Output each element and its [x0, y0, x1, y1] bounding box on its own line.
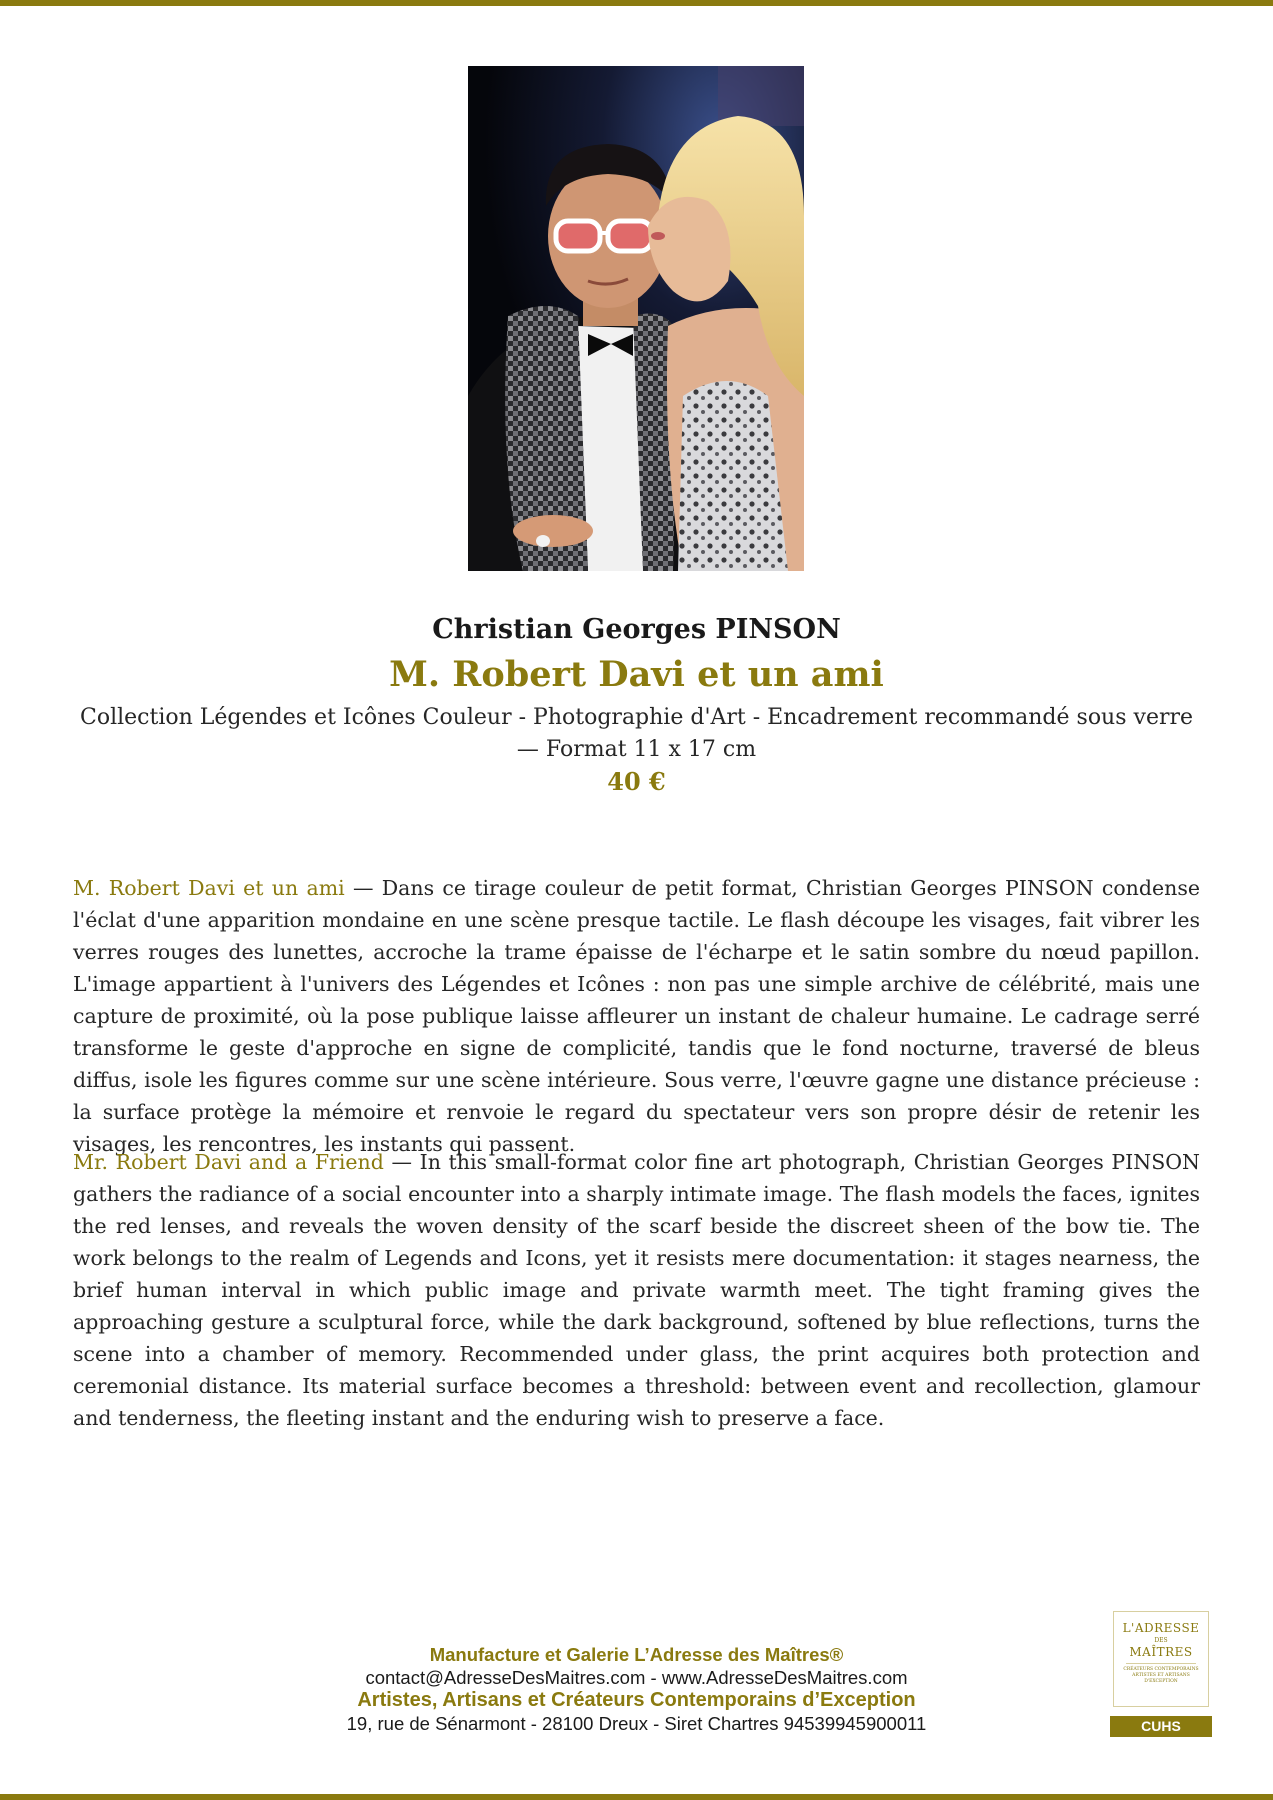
logo-separator — [1126, 1663, 1196, 1664]
footer-contact: contact@AdresseDesMaitres.com - www.AdresseDesMaitres.com — [365, 1667, 908, 1688]
artwork-price: 40 € — [607, 767, 666, 796]
logo-line-4: CRÉATEURS CONTEMPORAINS ARTISTES ET ARTISANS D'EXCEPTION — [1123, 1667, 1199, 1684]
logo-line-2: DES — [1154, 1637, 1168, 1644]
bottom-rule — [0, 1794, 1273, 1800]
footer-company: Manufacture et Galerie L’Adresse des Maîtres® — [429, 1644, 844, 1665]
logo-line-1: L'ADRESSE — [1122, 1621, 1200, 1635]
footer-address: 19, rue de Sénarmont - 28100 Dreux - Siret Chartres 94539945900011 — [346, 1713, 927, 1734]
description-english — [73, 1146, 1200, 1434]
footer — [250, 1643, 1023, 1735]
artwork-photo — [468, 66, 804, 571]
description-english-lead: Mr. Robert Davi and a Friend — [73, 1150, 384, 1174]
description-french-text: — Dans ce tirage couleur de petit format, Christian Georges PINSON condense l'éclat d'une apparition mondaine en une scène presque tactile. Le flash découpe les visages, fait vibrer les verres rouges des lunettes, accroche la trame épaisse de l'écharpe et le satin sombre du nœud papillon. L'image appartient à l'univers des Légendes et Icônes : non pas une simple archive de célébrité, mais une capture de proximité, où la pose publique laisse affleurer un instant de chaleur humaine. Le cadrage serré transforme le geste d'approche en signe de complicité, tandis que le fond nocturne, traversé de bleus diffus, isole les figures comme sur une scène intérieure. Sous verre, l'œuvre gagne une distance précieuse : la surface protège la mémoire et renvoie le regard du spectateur vers son propre désir de retenir les visages, les rencontres, les instants qui passent. — [73, 876, 1200, 1156]
top-rule — [0, 0, 1273, 6]
description-french-lead: M. Robert Davi et un ami — [73, 876, 345, 900]
gallery-logo — [1113, 1611, 1209, 1707]
description-english-text: — In this small-format color fine art photograph, Christian Georges PINSON gathers the radiance of a social encounter into a sharply intimate image. The flash models the faces, ignites the red lenses, and reveals the woven density of the scarf beside the discreet sheen of the bow tie. The work belongs to the realm of Legends and Icons, yet it resists mere documentation: it stages nearness, the brief human interval in which public image and private warmth meet. The tight framing gives the approaching gesture a sculptural force, while the dark background, softened by blue reflections, turns the scene into a chamber of memory. Recommended under glass, the print acquires both protection and ceremonial distance. Its material surface becomes a threshold: between event and recollection, glamour and tenderness, the fleeting instant and the enduring wish to preserve a face. — [73, 1150, 1200, 1430]
artist-name: Christian Georges PINSON — [432, 614, 841, 645]
artwork-subtitle: Collection Légendes et Icônes Couleur - Photographie d'Art - Encadrement recommandé sous verre — Format 11 x 17 cm — [79, 705, 1194, 762]
logo-line-3: MAÎTRES — [1129, 1645, 1193, 1659]
footer-tagline: Artistes, Artisans et Créateurs Contemporains d’Exception — [357, 1689, 916, 1711]
logo-badge: CUHS — [1110, 1716, 1212, 1737]
description-french — [73, 872, 1200, 1160]
artwork-title: M. Robert Davi et un ami — [389, 654, 884, 695]
